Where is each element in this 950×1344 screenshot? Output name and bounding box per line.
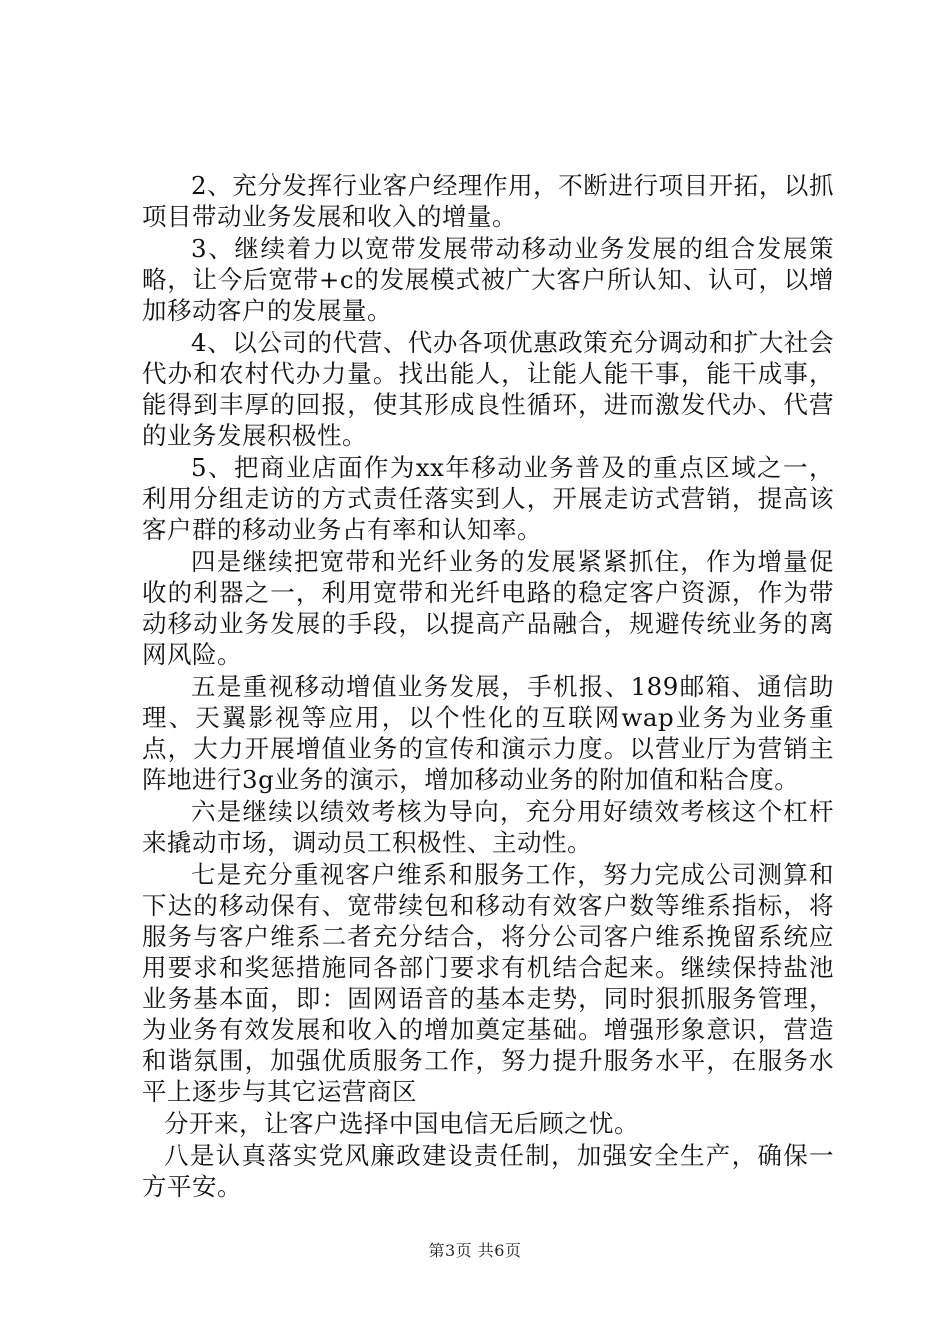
paragraph-item-4: 4、以公司的代营、代办各项优惠政策充分调动和扩大社会代办和农村代办力量。找出能人，让能人能干事，能干成事，能得到丰厚的回报，使其形成良性循环，进而激发代办、代营的业务发展积极性。 [142,328,834,450]
page-footer: 第3页 共6页 [428,1241,522,1260]
document-body [142,170,834,1203]
paragraph-seven: 七是充分重视客户维系和服务工作，努力完成公司测算和下达的移动保有、宽带续包和移动有效客户数等维系指标，将服务与客户维系二者充分结合，将分公司客户维系挽留系统应用要求和奖惩措施同各部门要求有机结合起来。继续保持盐池业务基本面，即：固网语音的基本走势，同时狠抓服务管理，为业务有效发展和收入的增加奠定基础。增强形象意识，营造和谐氛围，加强优质服务工作，努力提升服务水平，在服务水平上逐步与其它运营商区 [142,860,834,1106]
paragraph-item-2: 2、充分发挥行业客户经理作用，不断进行项目开拓，以抓项目带动业务发展和收入的增量。 [142,171,834,231]
paragraph-five: 五是重视移动增值业务发展，手机报、189邮箱、通信助理、天翼影视等应用，以个性化的互联网wap业务为业务重点，大力开展增值业务的宣传和演示力度。以营业厅为营销主阵地进行3g业务的演示，增加移动业务的附加值和粘合度。 [142,672,834,794]
paragraph-eight: 八是认真落实党风廉政建设责任制，加强安全生产，确保一方平安。 [142,1141,834,1201]
paragraph-item-3: 3、继续着力以宽带发展带动移动业务发展的组合发展策略，让今后宽带+c的发展模式被广大客户所认知、认可，以增加移动客户的发展量。 [142,234,834,325]
paragraph-six: 六是继续以绩效考核为导向，充分用好绩效考核这个杠杆来撬动市场，调动员工积极性、主动性。 [142,797,834,857]
paragraph-four: 四是继续把宽带和光纤业务的发展紧紧抓住，作为增量促收的利器之一，利用宽带和光纤电路的稳定客户资源，作为带动移动业务发展的手段，以提高产品融合，规避传统业务的离网风险。 [142,547,834,669]
paragraph-seven-continuation: 分开来，让客户选择中国电信无后顾之忧。 [164,1109,640,1138]
paragraph-item-5: 5、把商业店面作为xx年移动业务普及的重点区域之一，利用分组走访的方式责任落实到人，开展走访式营销，提高该客户群的移动业务占有率和认知率。 [142,453,834,544]
